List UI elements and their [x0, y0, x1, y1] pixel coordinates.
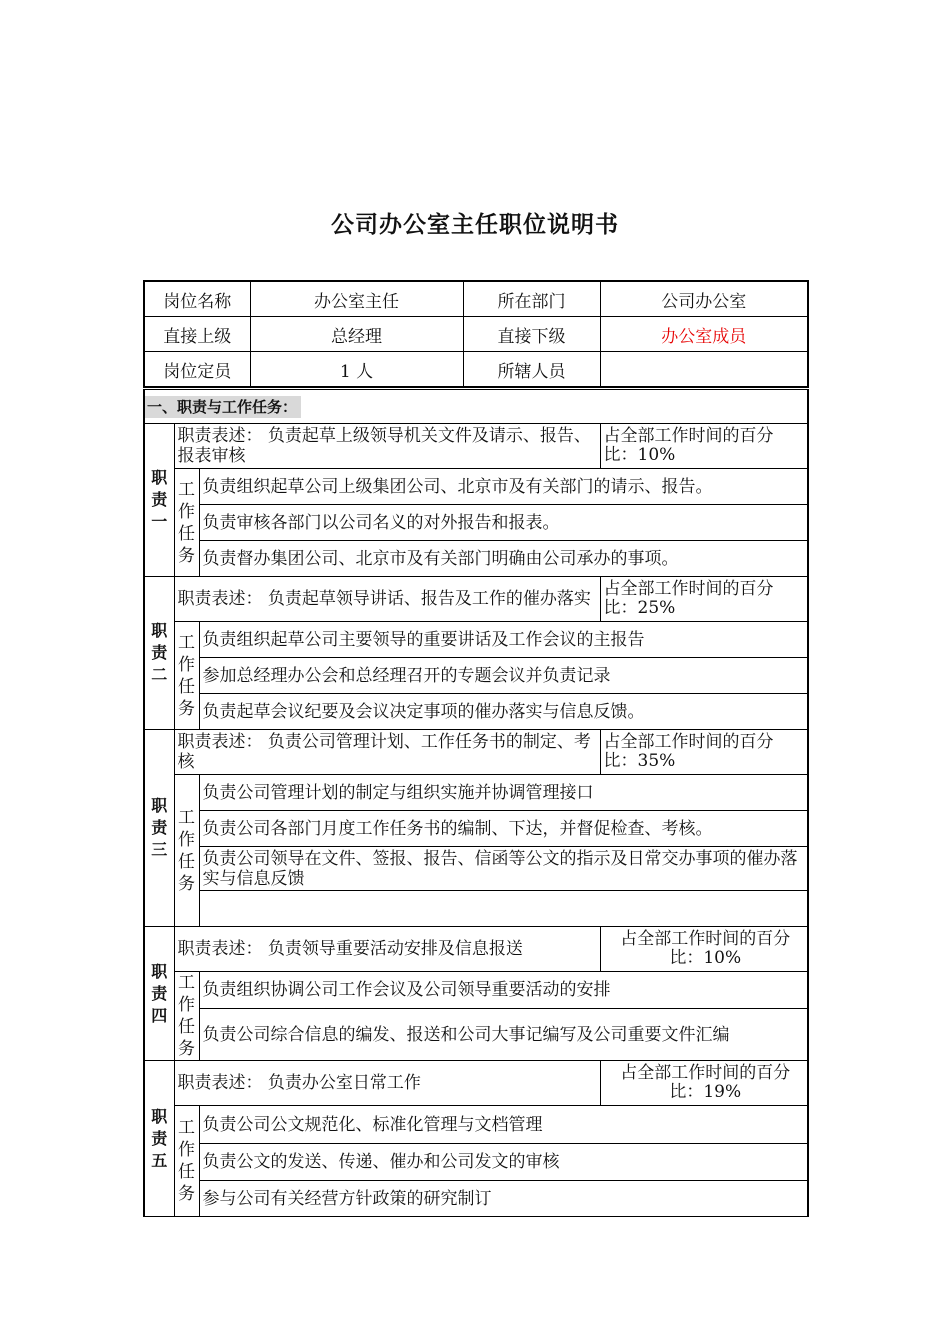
task-row	[144, 505, 808, 541]
task-item: 负责公司管理计划的制定与组织实施并协调管理接口	[199, 775, 808, 811]
duty-desc-row	[144, 927, 808, 972]
task-item: 负责组织协调公司工作会议及公司领导重要活动的安排	[199, 972, 808, 1009]
task-item: 负责组织起草公司主要领导的重要讲话及工作会议的主报告	[199, 622, 808, 658]
duty-label-cell	[144, 424, 174, 577]
task-item: 负责公司公文规范化、标准化管理与文档管理	[199, 1106, 808, 1144]
task-row	[144, 811, 808, 847]
dept-value: 公司办公室	[600, 281, 808, 317]
task-label: 工作任务	[178, 632, 195, 719]
duty-label: 职责三	[151, 796, 168, 859]
task-item: 负责组织起草公司上级集团公司、北京市及有关部门的请示、报告。	[199, 469, 808, 505]
post-name-label: 岗位名称	[144, 281, 250, 317]
headcount-value: 1 人	[250, 352, 463, 388]
duty-pct: 占全部工作时间的百分比：25%	[600, 577, 808, 622]
duty-desc-row	[144, 424, 808, 469]
section-row	[144, 390, 808, 424]
duties-table	[143, 389, 809, 1217]
task-item: 负责公司各部门月度工作任务书的编制、下达，并督促检查、考核。	[199, 811, 808, 847]
duty-desc-row	[144, 1061, 808, 1106]
info-row	[144, 317, 808, 352]
task-item: 参加总经理办公会和总经理召开的专题会议并负责记录	[199, 658, 808, 694]
duty-desc: 职责表述： 负责公司管理计划、工作任务书的制定、考核	[174, 730, 600, 775]
task-item: 负责起草会议纪要及会议决定事项的催办落实与信息反馈。	[199, 694, 808, 730]
task-row	[144, 1181, 808, 1217]
task-item: 负责审核各部门以公司名义的对外报告和报表。	[199, 505, 808, 541]
duty-desc: 职责表述： 负责起草领导讲话、报告及工作的催办落实	[174, 577, 600, 622]
task-item	[199, 891, 808, 927]
section-title-cell	[144, 390, 808, 424]
info-row	[144, 281, 808, 317]
task-row	[144, 469, 808, 505]
duty-desc: 职责表述： 负责起草上级领导机关文件及请示、报告、报表审核	[174, 424, 600, 469]
subordinate-label: 直接下级	[463, 317, 600, 352]
task-label: 工作任务	[178, 1118, 195, 1204]
duty-label: 职责五	[151, 1106, 168, 1170]
subordinate-value: 办公室成员	[600, 317, 808, 352]
task-row	[144, 1144, 808, 1181]
task-label-cell	[174, 622, 199, 730]
superior-label: 直接上级	[144, 317, 250, 352]
duty-desc-row	[144, 730, 808, 775]
task-row	[144, 658, 808, 694]
task-label-cell	[174, 972, 199, 1061]
duty-label-cell	[144, 1061, 174, 1217]
duty-desc: 职责表述： 负责领导重要活动安排及信息报送	[174, 927, 600, 972]
task-item: 负责公文的发送、传递、催办和公司发文的审核	[199, 1144, 808, 1181]
info-row	[144, 352, 808, 388]
duty-label: 职责四	[151, 961, 168, 1025]
dept-label: 所在部门	[463, 281, 600, 317]
task-row	[144, 847, 808, 891]
duty-desc: 职责表述： 负责办公室日常工作	[174, 1061, 600, 1106]
task-row	[144, 541, 808, 577]
task-item: 负责公司领导在文件、签报、报告、信函等公文的指示及日常交办事项的催办落实与信息反馈	[199, 847, 808, 891]
task-row	[144, 972, 808, 1009]
duty-pct: 占全部工作时间的百分比：10%	[600, 424, 808, 469]
task-label: 工作任务	[178, 479, 195, 566]
duty-pct: 占全部工作时间的百分比：10%	[600, 927, 808, 972]
task-row	[144, 1009, 808, 1061]
duty-pct: 占全部工作时间的百分比：19%	[600, 1061, 808, 1106]
task-row	[144, 622, 808, 658]
page-title: 公司办公室主任职位说明书	[331, 212, 619, 238]
duty-label-cell	[144, 730, 174, 927]
duty-label-cell	[144, 927, 174, 1061]
task-label-cell	[174, 469, 199, 577]
duty-label: 职责一	[151, 468, 168, 531]
post-name-value: 办公室主任	[250, 281, 463, 317]
task-item: 参与公司有关经营方针政策的研究制订	[199, 1181, 808, 1217]
duty-label-cell	[144, 577, 174, 730]
managed-label: 所辖人员	[463, 352, 600, 388]
section-title: 一、职责与工作任务：	[145, 396, 301, 418]
duty-pct: 占全部工作时间的百分比：35%	[600, 730, 808, 775]
task-label: 工作任务	[178, 807, 195, 894]
task-row	[144, 694, 808, 730]
duty-desc-row	[144, 577, 808, 622]
headcount-label: 岗位定员	[144, 352, 250, 388]
task-row	[144, 891, 808, 927]
task-label-cell	[174, 1106, 199, 1217]
superior-value: 总经理	[250, 317, 463, 352]
task-label: 工作任务	[178, 973, 195, 1059]
info-table	[143, 280, 809, 388]
duty-label: 职责二	[151, 621, 168, 684]
task-row	[144, 1106, 808, 1144]
task-item: 负责督办集团公司、北京市及有关部门明确由公司承办的事项。	[199, 541, 808, 577]
task-label-cell	[174, 775, 199, 927]
task-row	[144, 775, 808, 811]
managed-value	[600, 352, 808, 388]
task-item: 负责公司综合信息的编发、报送和公司大事记编写及公司重要文件汇编	[199, 1009, 808, 1061]
